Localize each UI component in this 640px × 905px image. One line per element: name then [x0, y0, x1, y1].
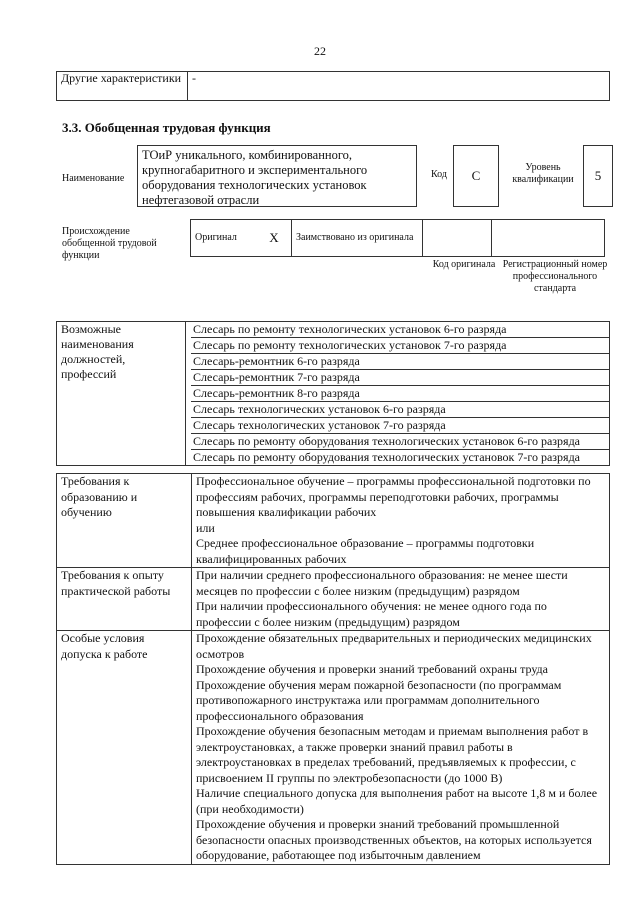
position-item: Слесарь по ремонту технологических установок 6-го разряда [191, 322, 609, 338]
section-title: 3.3. Обобщенная трудовая функция [62, 120, 271, 135]
experience-item: При наличии профессионального обучения: не менее одного года по профессии с более низким (предыдущим) разрядом [196, 599, 547, 629]
positions-table [56, 321, 610, 466]
special-condition-item: Прохождение обучения мерам пожарной безопасности (по программам противопожарного инструктажа или программам дополнительного профессионального образования [196, 677, 562, 723]
level-label: Уровень квалификации [512, 162, 574, 185]
special-conditions-label: Особые условия допуска к работе [57, 631, 192, 865]
education-item: Среднее профессиональное образование – программы подготовки квалифицированных рабочих [196, 536, 535, 566]
education-label: Требования к образованию и обучению [57, 474, 192, 568]
experience-label: Требования к опыту практической работы [57, 568, 192, 631]
special-condition-item: Прохождение обучения и проверки знаний требований охраны труда [196, 662, 548, 676]
original-label: Оригинал [191, 220, 258, 257]
other-characteristics-value: - [188, 72, 610, 101]
position-item: Слесарь по ремонту оборудования технологических установок 6-го разряда [191, 434, 609, 450]
education-item: или [196, 520, 215, 535]
position-item: Слесарь по ремонту технологических установок 7-го разряда [191, 338, 609, 354]
position-item: Слесарь-ремонтник 8-го разряда [191, 386, 609, 402]
position-item: Слесарь технологических установок 6-го разряда [191, 402, 609, 418]
naimenovanie-value: ТОиР уникального, комбинированного, крупногабаритного и экспериментального оборудования технологических установок нефтегазовой отрасли [137, 145, 417, 207]
position-item: Слесарь по ремонту оборудования технологических установок 7-го разряда [193, 450, 580, 464]
education-list [192, 474, 610, 568]
registration-caption: Регистрационный номер профессионального стандарта [502, 259, 608, 294]
positions-list [186, 322, 610, 466]
special-conditions-list [192, 631, 610, 865]
page-number: 22 [314, 44, 326, 58]
code-value: C [453, 145, 499, 207]
borrowed-label: Заимствовано из оригинала [292, 220, 423, 257]
special-condition-item: Наличие специального допуска для выполнения работ на высоте 1,8 м и более (при необходимости) [196, 786, 598, 816]
original-code-cell [423, 220, 492, 257]
education-item: Профессиональное обучение – программы профессиональной подготовки по профессиям рабочих, программы переподготовки рабочих, программы повышения квалификации рабочих [196, 474, 591, 519]
experience-item: При наличии среднего профессионального образования: не менее шести месяцев по профессии с более низким (предыдущим) разрядом [196, 568, 568, 598]
special-condition-item: Прохождение обязательных предварительных и периодических медицинских осмотров [196, 631, 592, 661]
positions-label: Возможные наименования должностей, профессий [57, 322, 186, 466]
naimenovanie-label: Наименование [62, 173, 125, 184]
original-mark: X [257, 220, 292, 257]
code-label: Код [431, 169, 447, 180]
registration-number-cell [492, 220, 605, 257]
special-condition-item: Прохождение обучения и проверки знаний требований промышленной безопасности опасных производственных объектов, на которых используется оборудование, работающее под избыточным давлением [196, 817, 592, 862]
experience-list [192, 568, 610, 631]
position-item: Слесарь-ремонтник 6-го разряда [191, 354, 609, 370]
other-characteristics-label: Другие характеристики [57, 72, 188, 101]
other-characteristics-table [56, 71, 610, 101]
position-item: Слесарь-ремонтник 7-го разряда [191, 370, 609, 386]
special-condition-item: Прохождение обучения безопасным методам и приемам выполнения работ в электроустановках, а также проверки знаний правил работы в электроустановках в пределах требований, предъявляемых к профессии, с присвоением II группы по электробезопасности (до 1000 В) [196, 724, 589, 785]
level-value: 5 [583, 145, 613, 207]
code-caption: Код оригинала [432, 259, 496, 270]
position-item: Слесарь технологических установок 7-го разряда [191, 418, 609, 434]
origin-label: Происхождение обобщенной трудовой функции [62, 226, 157, 261]
requirements-table [56, 473, 610, 865]
origin-table [190, 219, 605, 257]
